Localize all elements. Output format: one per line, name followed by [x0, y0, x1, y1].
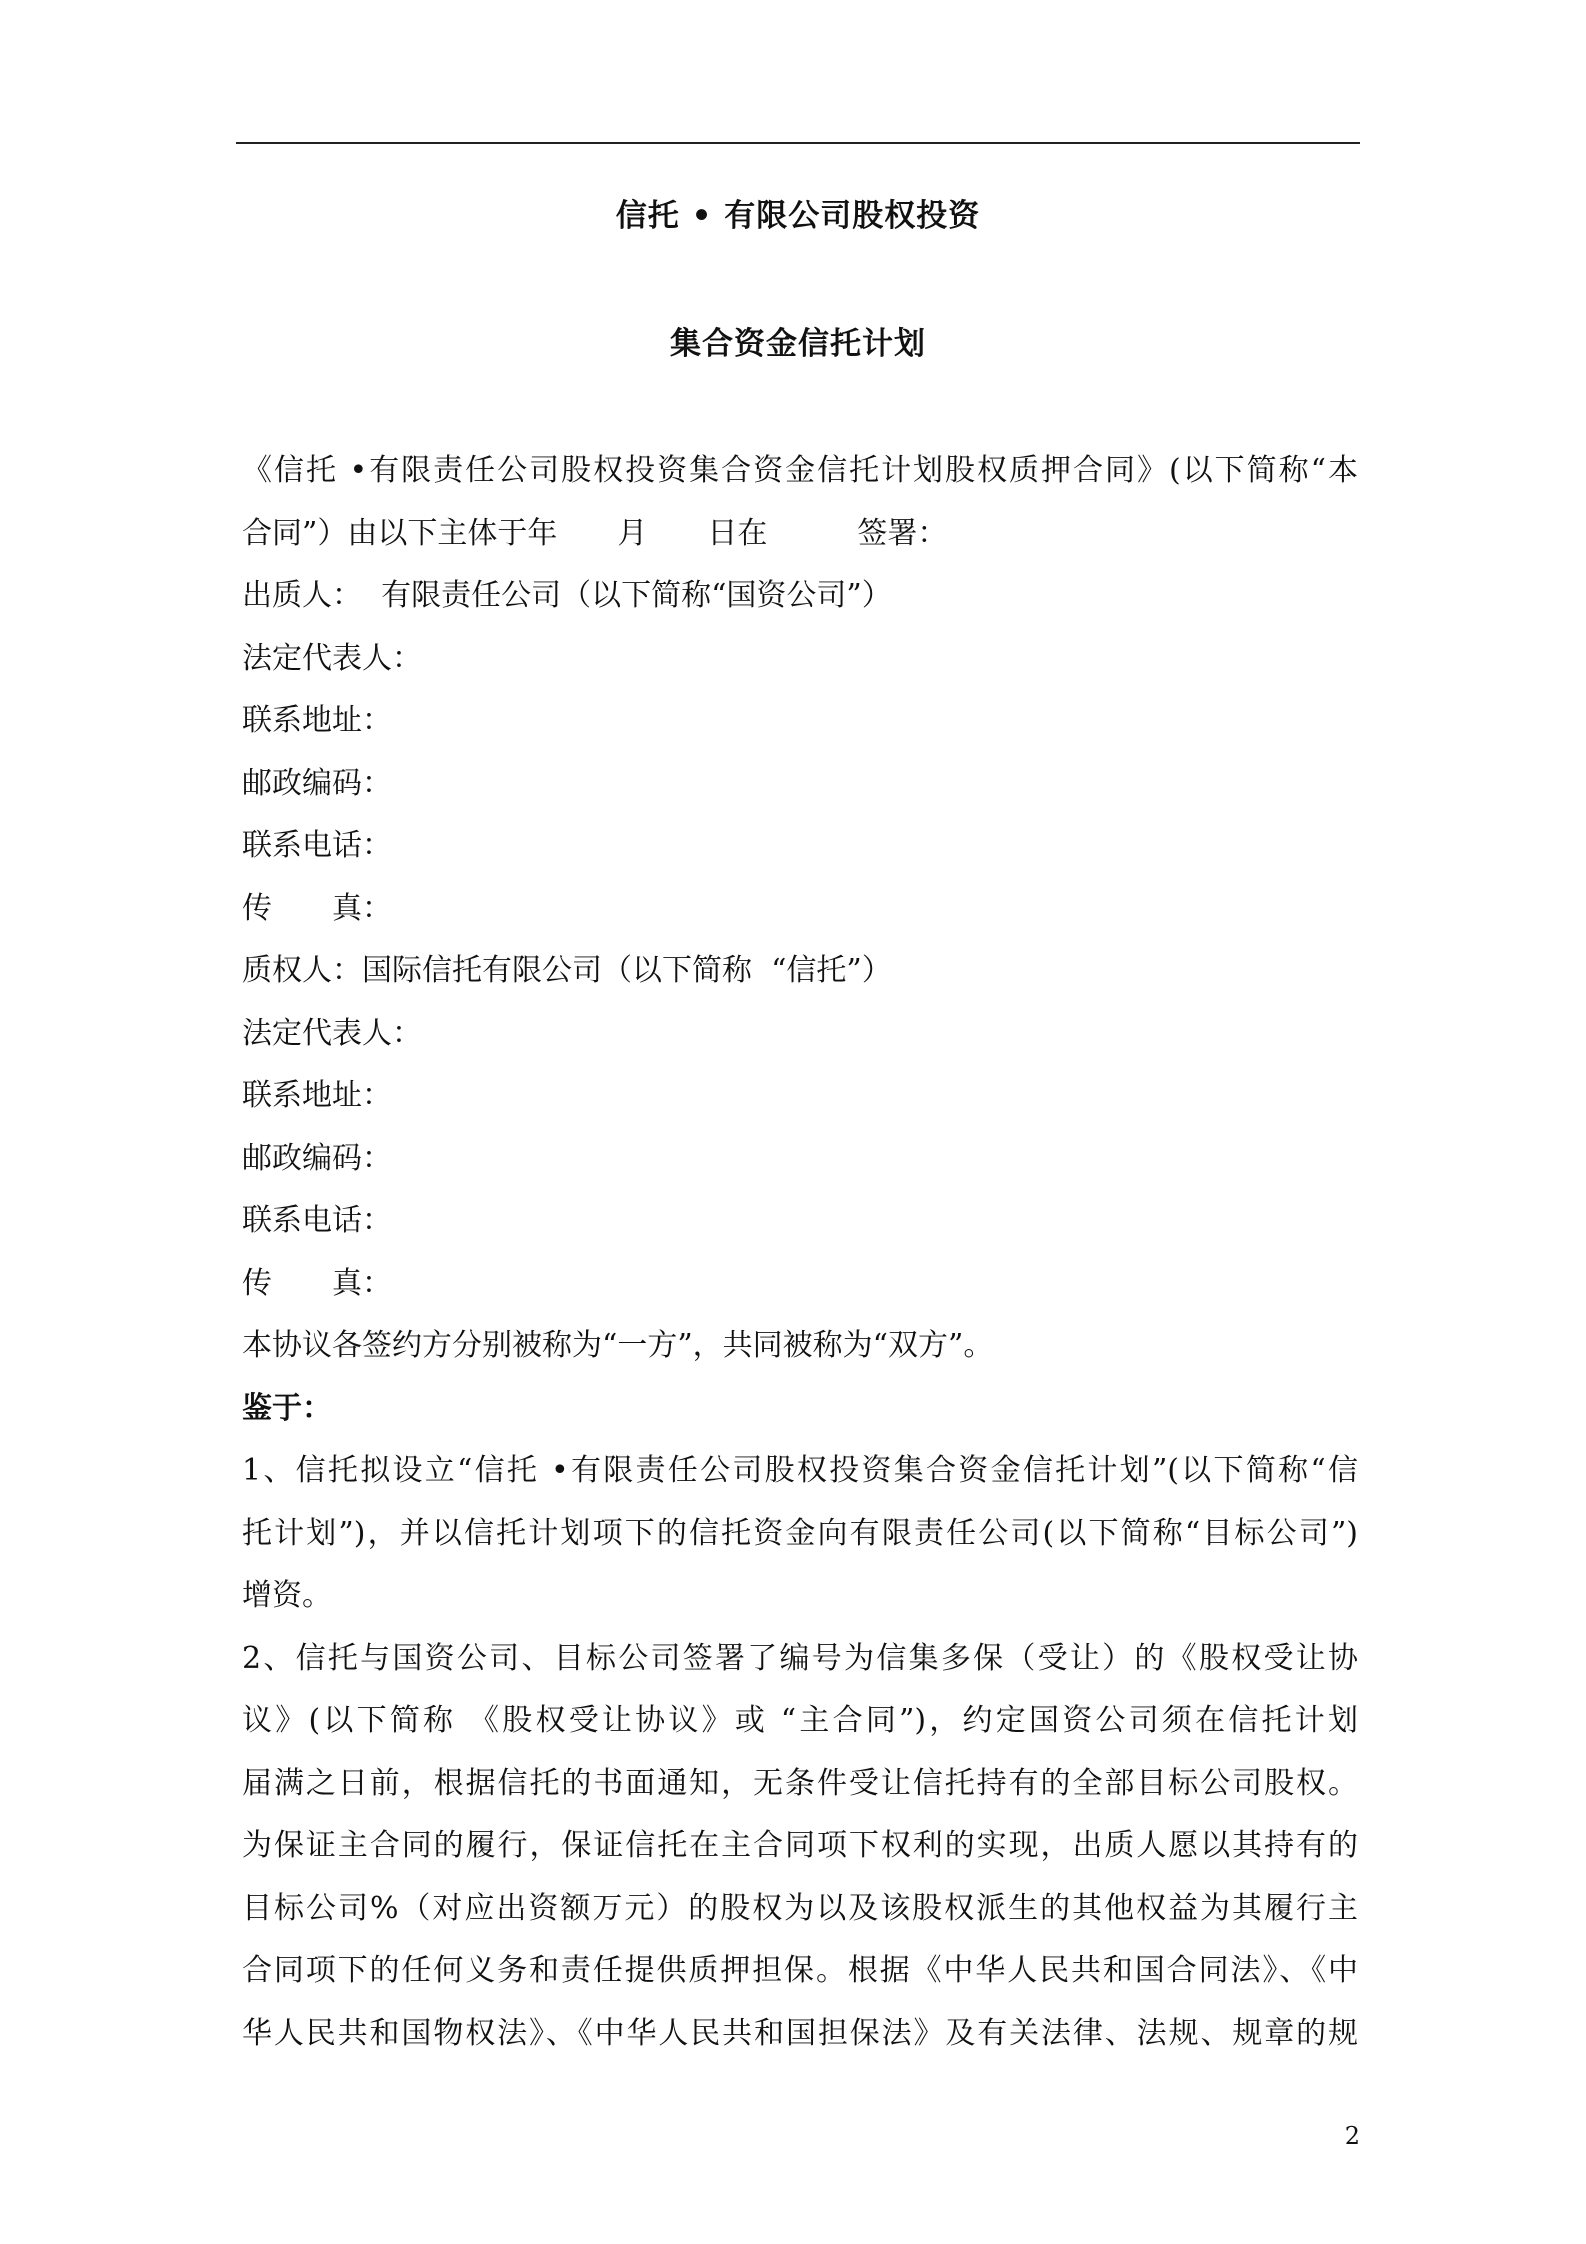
body-line: 邮政编码：	[242, 1140, 392, 1176]
body-line: 1、信托拟设立“信托 •有限责任公司股权投资集合资金信托计划”(以下简称“信	[242, 1453, 1358, 1488]
page-number: 2	[1344, 2122, 1360, 2150]
body-line: 届满之日前，根据信托的书面通知，无条件受让信托持有的全部目标公司股权。	[242, 1765, 1358, 1801]
document-title-line-1: 信托 • 有限公司股权投资	[615, 198, 981, 234]
body-line: 联系电话：	[242, 828, 392, 863]
header-rule	[236, 142, 1360, 144]
body-line: 法定代表人：	[242, 1015, 422, 1051]
body-line: 合同项下的任何义务和责任提供质押担保。根据《中华人民共和国合同法》、《中	[242, 1953, 1358, 1988]
body-line: 传 真：	[242, 890, 392, 926]
document-body	[242, 440, 1358, 2065]
body-line: 2、信托与国资公司、目标公司签署了编号为信集多保（受让）的《股权受让协	[242, 1640, 1358, 1676]
body-line: 出质人： 有限责任公司（以下简称“国资公司”）	[242, 578, 892, 613]
body-line: 质权人：国际信托有限公司（以下简称 “信托”）	[242, 953, 892, 988]
body-line: 邮政编码：	[242, 765, 392, 801]
body-line: 合同”）由以下主体于年 月 日在 签署：	[242, 515, 948, 551]
body-line: 议》(以下简称 《股权受让协议》或 “主合同”)，约定国资公司须在信托计划	[242, 1703, 1358, 1738]
body-line: 为保证主合同的履行，保证信托在主合同项下权利的实现，出质人愿以其持有的	[242, 1828, 1358, 1863]
body-line: 联系地址：	[242, 703, 392, 738]
body-line: 增资。	[242, 1578, 332, 1613]
body-line: 华人民共和国物权法》、《中华人民共和国担保法》及有关法律、法规、规章的规	[242, 2015, 1358, 2051]
body-line: 《信托 •有限责任公司股权投资集合资金信托计划股权质押合同》(以下简称“本	[242, 453, 1358, 488]
body-line: 联系电话：	[242, 1203, 392, 1238]
body-line: 法定代表人：	[242, 640, 422, 676]
document-title-line-2: 集合资金信托计划	[670, 326, 926, 362]
body-line: 联系地址：	[242, 1078, 392, 1113]
body-line: 本协议各签约方分别被称为“一方”，共同被称为“双方”。	[242, 1328, 994, 1363]
body-line: 传 真：	[242, 1265, 392, 1301]
section-heading: 鉴于：	[242, 1390, 332, 1426]
body-line: 目标公司%（对应出资额万元）的股权为以及该股权派生的其他权益为其履行主	[242, 1890, 1358, 1926]
body-line: 托计划”)，并以信托计划项下的信托资金向有限责任公司(以下简称“目标公司”)	[242, 1515, 1358, 1551]
